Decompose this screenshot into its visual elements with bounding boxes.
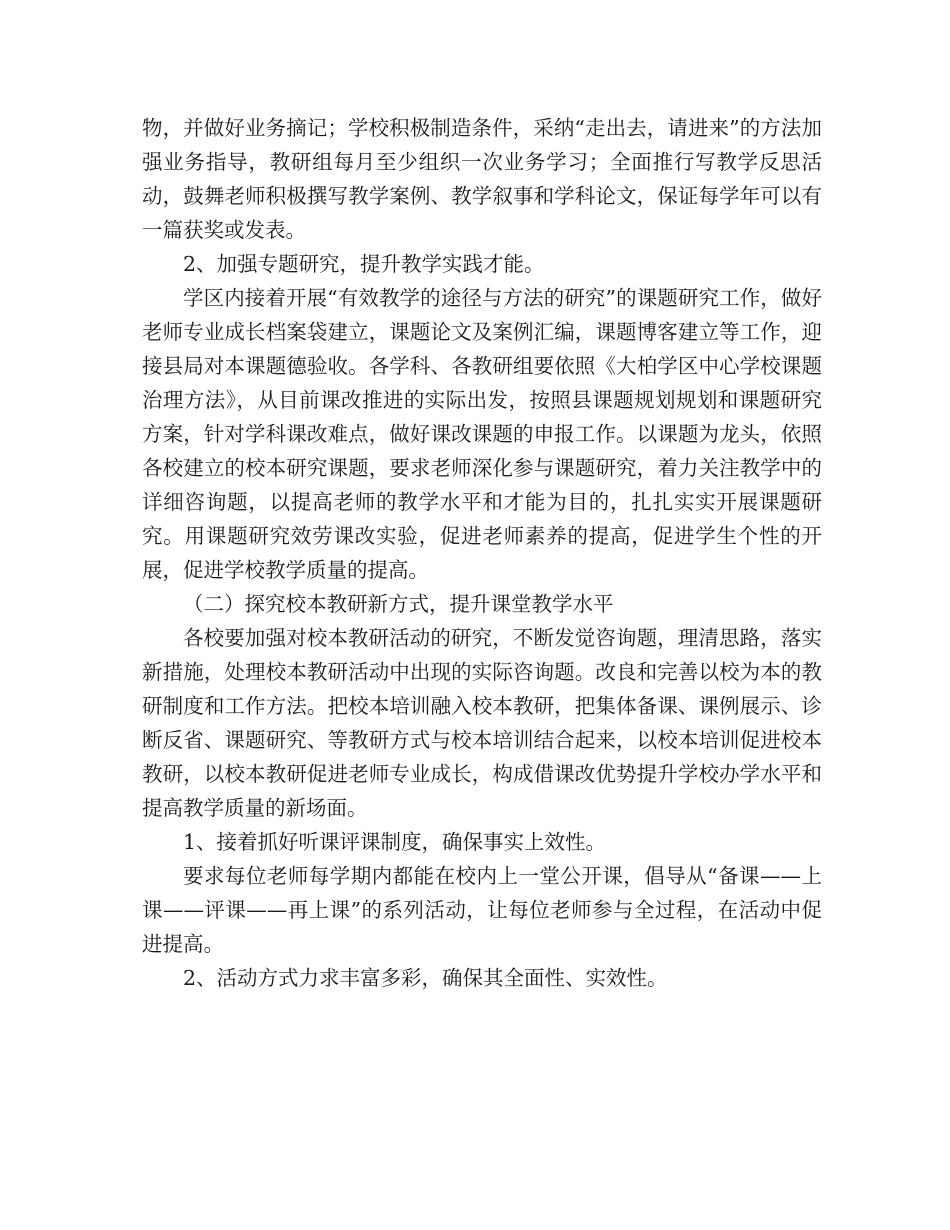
- subheading-special-research: 2、加强专题研究，提升教学实践才能。: [183, 252, 545, 276]
- paragraph-research-project: 学区内接着开展“有效教学的途径与方法的研究”的课题研究工作，做好老师专业成长档案袋建立，课题论文及案例汇编，课题博客建立等工作，迎接县局对本课题德验收。各学科、各教研组要依照《大柏学区中心学校课题治理方法》，从目前课改推进的实际出发，按照县课题规划规划和课题研究方案，针对学科课改难点，做好课改课题的申报工作。以课题为龙头，依照各校建立的校本研究课题，要求老师深化参与课题研究，着力关注教学中的详细咨询题，以提高老师的教学水平和才能为目的，扎扎实实开展课题研究。用课题研究效劳课改实验，促进老师素养的提高，促进学生个性的开展，促进学校教学质量的提高。: [142, 286, 822, 582]
- paragraph-open-class: 要求每位老师每学期内都能在校内上一堂公开课，倡导从“备课——上课——评课——再上课”的系列活动，让每位老师参与全过程，在活动中促进提高。: [142, 864, 822, 956]
- paragraph-continuation: 物，并做好业务摘记；学校积极制造条件，采纳“走出去，请进来”的方法加强业务指导，教研组每月至少组织一次业务学习；全面推行写教学反思活动，鼓舞老师积极撰写教学案例、教学叙事和学科论文，保证每学年可以有一篇获奖或发表。: [142, 116, 822, 242]
- section-heading-school-research: （二）探究校本教研新方式，提升课堂教学水平: [183, 592, 614, 616]
- paragraph-school-research: 各校要加强对校本教研活动的研究，不断发觉咨询题，理清思路，落实新措施，处理校本教研活动中出现的实际咨询题。改良和完善以校为本的教研制度和工作方法。把校本培训融入校本教研，把集体备课、课例展示、诊断反省、课题研究、等教研方式与校本培训结合起来，以校本培训促进校本教研，以校本教研促进老师专业成长，构成借课改优势提升学校办学水平和提高教学质量的新场面。: [142, 626, 822, 820]
- document-body: [142, 111, 822, 995]
- subheading-lesson-evaluation: 1、接着抓好听课评课制度，确保事实上效性。: [183, 830, 607, 854]
- subheading-activity-forms: 2、活动方式力求丰富多彩，确保其全面性、实效性。: [183, 966, 668, 990]
